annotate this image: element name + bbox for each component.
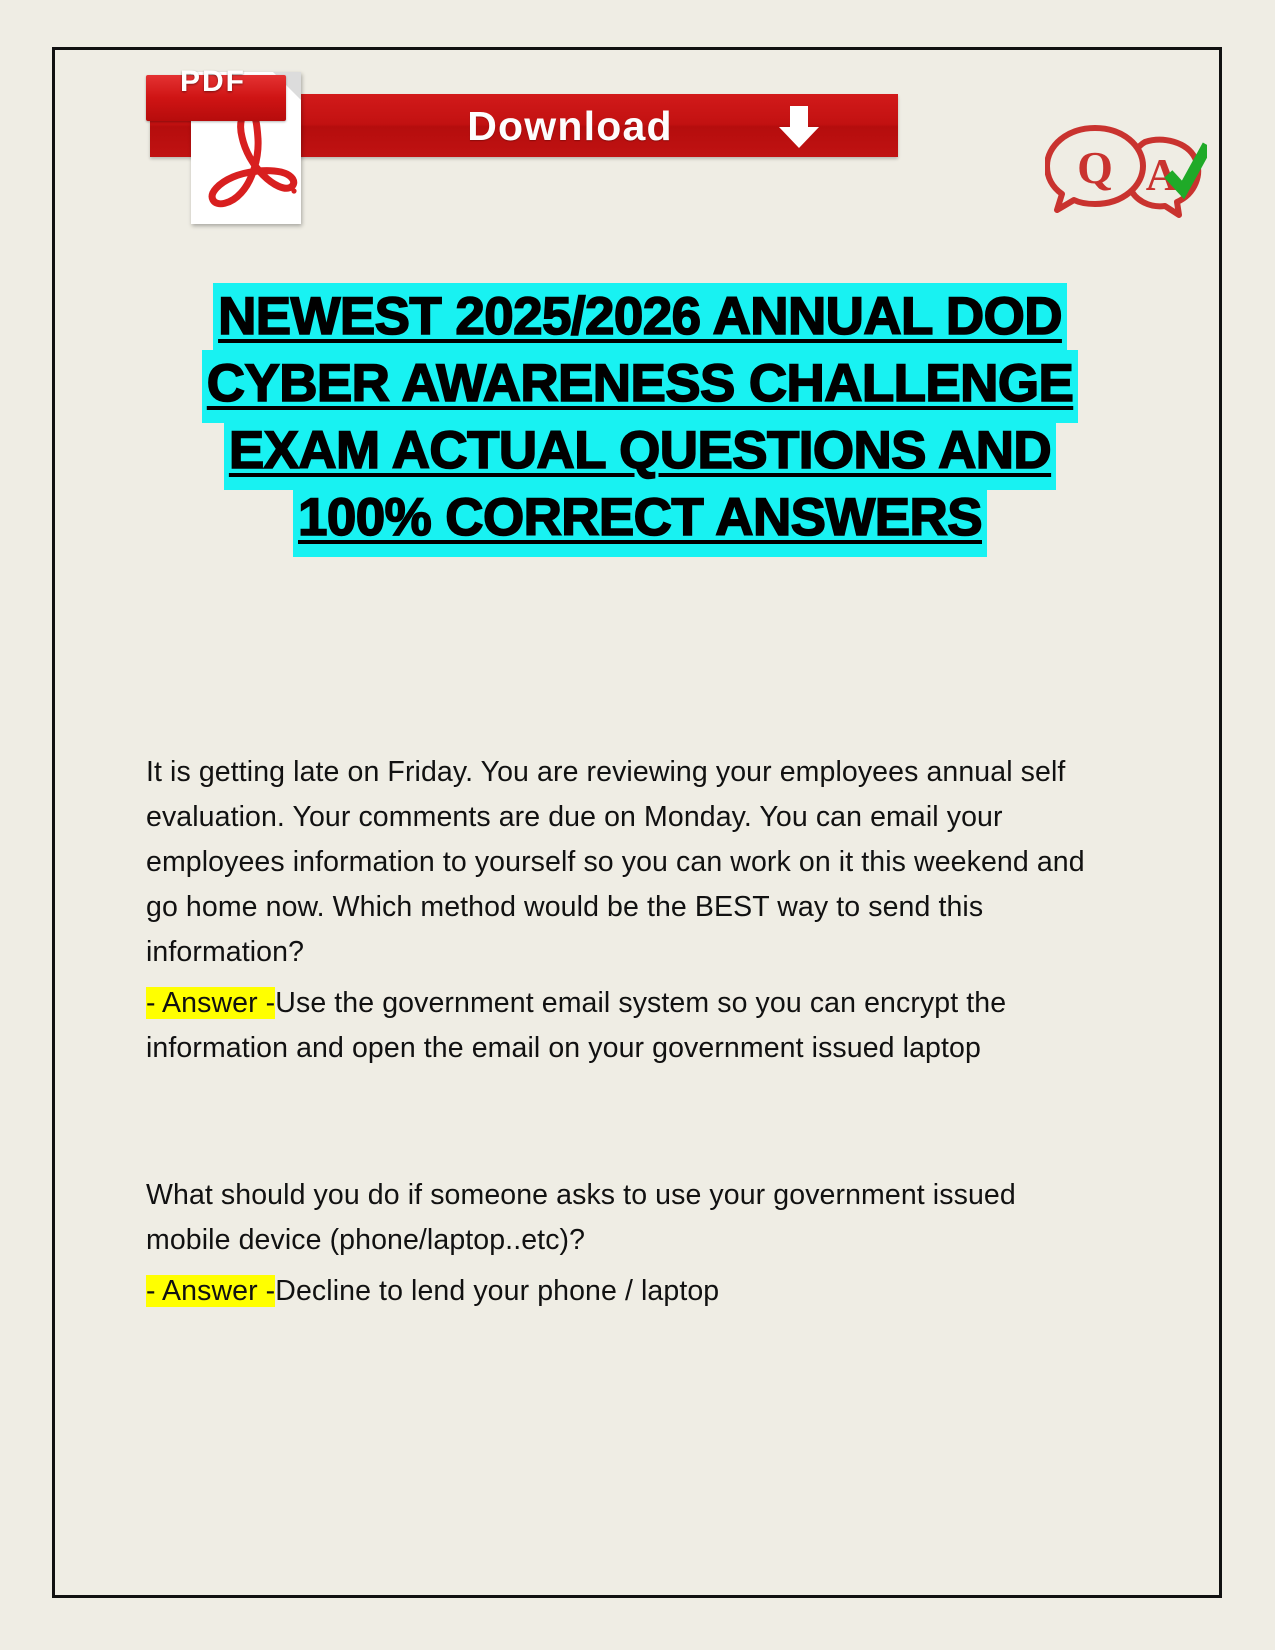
download-button-label: Download [467,103,673,149]
answer-tag: - Answer - [146,987,276,1019]
pdf-file-icon [143,59,303,226]
answer-line [146,981,1086,1071]
answer-text: Use the government email system so you can encrypt the information and open the email on your government issued laptop [146,987,1007,1064]
page-title [115,287,1165,547]
download-arrow-icon [777,104,821,150]
answer-line [146,1269,1086,1314]
answer-tag: - Answer - [146,1275,276,1307]
title-line: CYBER AWARENESS CHALLENGE [115,357,1165,410]
acrobat-swirl-icon [201,107,299,211]
svg-text:A: A [1145,150,1179,200]
qa-speech-bubbles-icon [1045,120,1207,224]
question-text: What should you do if someone asks to use your government issued mobile device (phone/laptop..etc)? [146,1179,1016,1256]
document-page [52,47,1222,1598]
document-body [146,750,1086,1320]
answer-text: Decline to lend your phone / laptop [275,1275,720,1307]
document-header [55,50,1219,200]
svg-text:Q: Q [1077,142,1113,193]
title-line: EXAM ACTUAL QUESTIONS AND [115,424,1165,477]
question-text: It is getting late on Friday. You are reviewing your employees annual self evaluation. Your comments are due on Monday. You can email your employees information to yourself so you can work on it this weekend and go home now. Which method would be the BEST way to send this information? [146,756,1085,968]
title-line: NEWEST 2025/2026 ANNUAL DOD [115,290,1165,343]
pdf-banner-label: PDF [180,65,246,98]
title-line: 100% CORRECT ANSWERS [115,491,1165,544]
